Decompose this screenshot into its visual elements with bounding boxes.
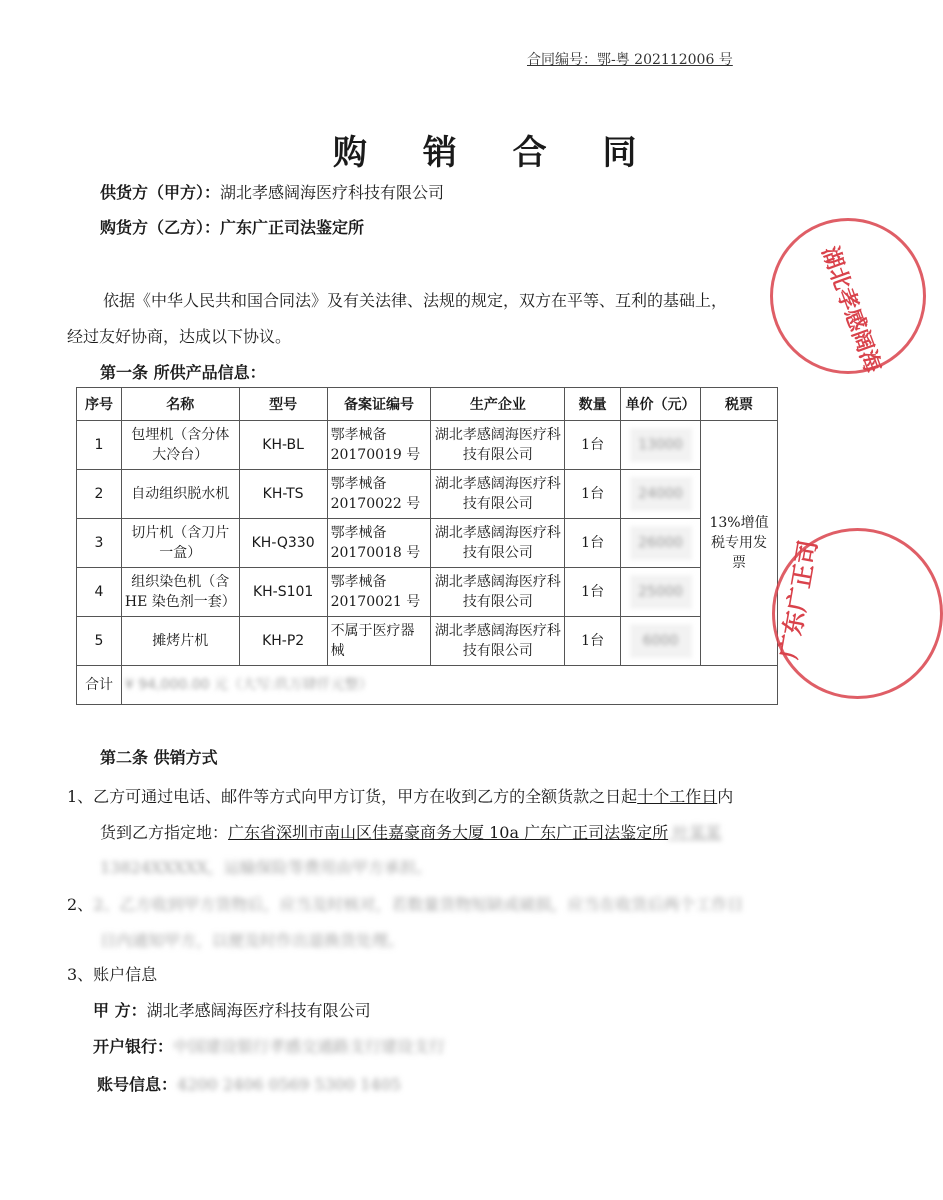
- row-maker: 湖北孝感阔海医疗科技有限公司: [431, 421, 565, 470]
- price-redacted: 13000: [630, 428, 692, 462]
- item1-deadline: 十个工作日: [637, 787, 718, 806]
- row-no: 1: [77, 421, 122, 470]
- header-no: 序号: [77, 388, 122, 421]
- row-price: [621, 470, 701, 519]
- item2-line-2-redacted: 日内通知甲方，以便及时作出退换货处理。: [100, 931, 405, 950]
- total-label: 合计: [77, 666, 122, 705]
- row-price: [621, 617, 701, 666]
- row-name: 摊烤片机: [121, 617, 239, 666]
- intro-line-1: 依据《中华人民共和国合同法》及有关法律、法规的规定，双方在平等、互利的基础上，: [103, 291, 728, 310]
- account-label: 账号信息：: [97, 1075, 178, 1094]
- row-no: 4: [77, 568, 122, 617]
- row-model: KH-P2: [239, 617, 327, 666]
- row-name: 自动组织脱水机: [121, 470, 239, 519]
- seal-bottom-lettering: 广东广正司: [774, 538, 823, 662]
- supplier-line: [100, 180, 444, 203]
- row-cert: 鄂孝械备20170018 号: [327, 519, 431, 568]
- bank-value-redacted: 中国建设银行孝感交通路支行建设支行: [173, 1037, 446, 1056]
- price-redacted: 26000: [630, 526, 692, 560]
- row-model: KH-Q330: [239, 519, 327, 568]
- total-redacted: ¥ 94,000.00 元（大写:玖万肆仟元整）: [124, 677, 373, 693]
- tax-note: 13%增值税专用发票: [701, 421, 778, 666]
- total-value: [121, 666, 777, 705]
- table-row: [77, 519, 778, 568]
- header-name: 名称: [121, 388, 239, 421]
- contract-number: 合同编号：鄂-粤 202112006 号: [527, 52, 733, 68]
- buyer-line: [100, 215, 364, 238]
- header-tax: 税票: [701, 388, 778, 421]
- item1-line-3-redacted: 13824XXXXX，运输保险等费用由甲方承担。: [100, 858, 432, 877]
- header-model: 型号: [239, 388, 327, 421]
- total-row: [77, 666, 778, 705]
- bank-label: 开户银行：: [93, 1037, 174, 1056]
- table-row: [77, 617, 778, 666]
- row-name: 组织染色机（含HE 染色剂一套）: [121, 568, 239, 617]
- account-party-label: 甲 方：: [93, 1001, 147, 1020]
- row-maker: 湖北孝感阔海医疗科技有限公司: [431, 568, 565, 617]
- row-qty: 1台: [565, 470, 621, 519]
- price-redacted: 24000: [630, 477, 692, 511]
- account-party-line: [93, 998, 371, 1021]
- row-model: KH-TS: [239, 470, 327, 519]
- row-price: [621, 519, 701, 568]
- account-value-redacted: 4200 2406 0569 5300 1405: [177, 1075, 401, 1094]
- price-redacted: 6000: [630, 624, 692, 658]
- item1-line-1: [67, 784, 733, 807]
- row-no: 2: [77, 470, 122, 519]
- article2-title: 第二条 供销方式: [100, 748, 218, 767]
- buyer-name: 广东广正司法鉴定所: [220, 218, 365, 237]
- intro-line-2: 经过友好协商，达成以下协议。: [67, 327, 292, 346]
- table-row: [77, 470, 778, 519]
- account-line: [97, 1072, 401, 1095]
- row-no: 3: [77, 519, 122, 568]
- row-cert: 鄂孝械备20170021 号: [327, 568, 431, 617]
- seal-top-lettering: 湖北孝感阔海: [816, 243, 886, 377]
- item3-title: 3、账户信息: [67, 965, 158, 984]
- supplier-name: 湖北孝感阔海医疗科技有限公司: [220, 183, 445, 202]
- row-cert: 鄂孝械备20170019 号: [327, 421, 431, 470]
- table-header-row: [77, 388, 778, 421]
- item1-suffix: 内: [717, 787, 734, 806]
- header-cert: 备案证编号: [327, 388, 431, 421]
- item1-contact-redacted: 叶某某: [668, 823, 722, 842]
- bank-line: [93, 1034, 445, 1057]
- row-model: KH-BL: [239, 421, 327, 470]
- product-table: [76, 387, 778, 705]
- page-title: 购 销 合 同: [333, 133, 659, 173]
- row-name: 包埋机（含分体大冷台）: [121, 421, 239, 470]
- row-price: [621, 568, 701, 617]
- row-maker: 湖北孝感阔海医疗科技有限公司: [431, 617, 565, 666]
- table-row: [77, 421, 778, 470]
- row-qty: 1台: [565, 519, 621, 568]
- row-name: 切片机（含刀片一盒）: [121, 519, 239, 568]
- seal-lettering: [760, 210, 886, 710]
- row-qty: 1台: [565, 568, 621, 617]
- item1-address-label: 货到乙方指定地：: [100, 823, 229, 842]
- item1-text: 1、乙方可通过电话、邮件等方式向甲方订货，甲方在收到乙方的全额货款之日起: [67, 787, 638, 806]
- row-maker: 湖北孝感阔海医疗科技有限公司: [431, 470, 565, 519]
- supplier-label: 供货方（甲方）：: [100, 183, 221, 202]
- item1-line-2: [100, 820, 721, 843]
- item2-text-redacted: 2、乙方收到甲方货物后，应当及时核对，若数量货物短缺或破损，应当在收货后两个工作日: [93, 895, 744, 914]
- table-row: [77, 568, 778, 617]
- item1-address: 广东省深圳市南山区佳嘉豪商务大厦 10a 广东广正司法鉴定所: [228, 823, 669, 842]
- article1-title: 第一条 所供产品信息：: [100, 363, 266, 382]
- buyer-label: 购货方（乙方）：: [100, 218, 221, 237]
- item2-line-1: [67, 892, 743, 915]
- header-maker: 生产企业: [431, 388, 565, 421]
- header-qty: 数量: [565, 388, 621, 421]
- price-redacted: 25000: [630, 575, 692, 609]
- row-cert: 不属于医疗器械: [327, 617, 431, 666]
- row-model: KH-S101: [239, 568, 327, 617]
- row-no: 5: [77, 617, 122, 666]
- row-maker: 湖北孝感阔海医疗科技有限公司: [431, 519, 565, 568]
- header-price: 单价（元）: [621, 388, 701, 421]
- row-price: [621, 421, 701, 470]
- row-qty: 1台: [565, 421, 621, 470]
- item2-number: 2、: [67, 895, 94, 914]
- row-cert: 鄂孝械备20170022 号: [327, 470, 431, 519]
- row-qty: 1台: [565, 617, 621, 666]
- account-party-value: 湖北孝感阔海医疗科技有限公司: [146, 1001, 371, 1020]
